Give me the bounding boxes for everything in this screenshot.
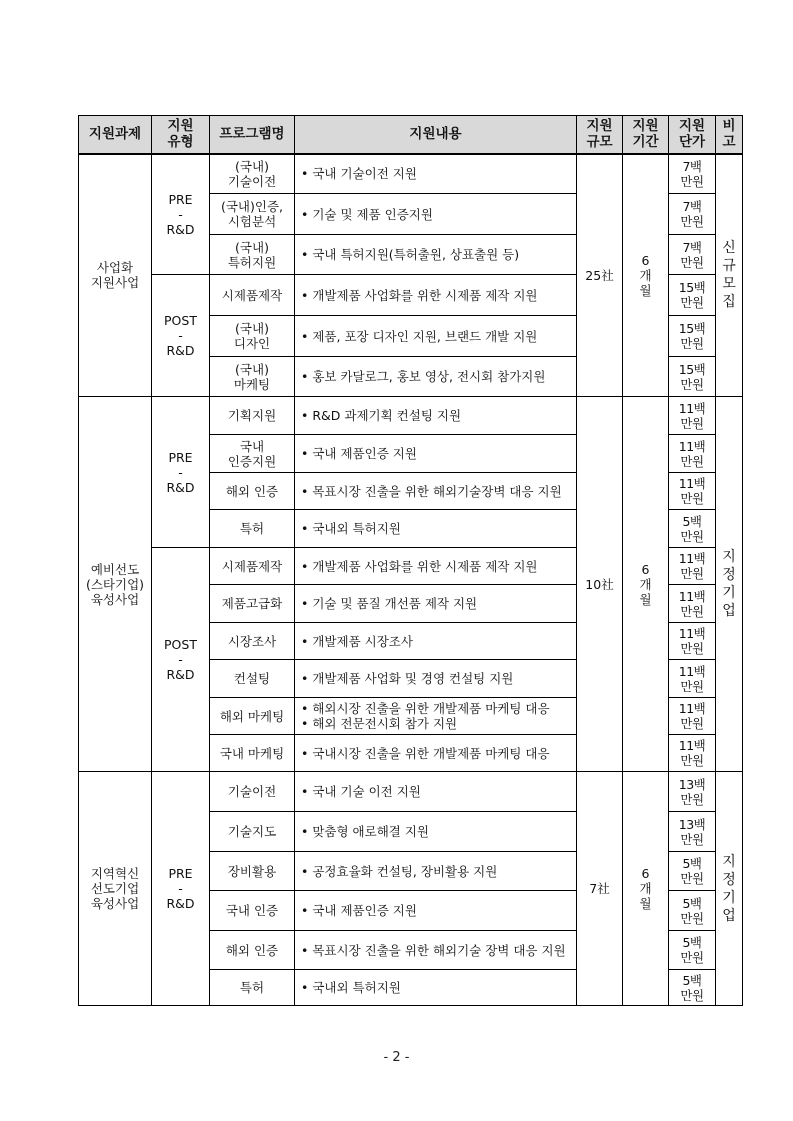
support-content-text: • 국내시장 진출을 위한 개발제품 마케팅 대응 bbox=[301, 746, 550, 761]
program-name: 국내 인증지원 bbox=[210, 435, 295, 473]
header-note: 비 고 bbox=[716, 116, 743, 154]
unit-price: 11백 만원 bbox=[669, 435, 716, 473]
section3-note bbox=[716, 772, 743, 1006]
support-content bbox=[295, 931, 577, 970]
support-content bbox=[295, 772, 577, 812]
section3-note-text: 지 정 기 업 bbox=[722, 853, 736, 924]
support-content-text: • 국내 특허지원(특허출원, 상표출원 등) bbox=[301, 247, 519, 262]
support-content-text: • 목표시장 진출을 위한 해외기술장벽 대응 지원 bbox=[301, 484, 562, 499]
unit-price: 11백 만원 bbox=[669, 473, 716, 510]
header-period: 지원 기간 bbox=[623, 116, 669, 154]
unit-price: 13백 만원 bbox=[669, 772, 716, 812]
program-name: (국내) 마케팅 bbox=[210, 357, 295, 397]
program-name: 국내 인증 bbox=[210, 891, 295, 931]
section2-note bbox=[716, 397, 743, 772]
unit-price: 5백 만원 bbox=[669, 852, 716, 891]
support-content-text: • 기술 및 제품 인증지원 bbox=[301, 207, 433, 222]
support-content bbox=[295, 510, 577, 548]
program-name: (국내) 특허지원 bbox=[210, 235, 295, 275]
program-name: 특허 bbox=[210, 970, 295, 1006]
support-content-text-2: • 해외 전문전시회 참가 지원 bbox=[301, 716, 576, 731]
program-name: 장비활용 bbox=[210, 852, 295, 891]
support-content bbox=[295, 235, 577, 275]
support-content-text: • 국내외 특허지원 bbox=[301, 521, 401, 536]
program-name: 기획지원 bbox=[210, 397, 295, 435]
section3-type-pre: PRE - R&D bbox=[152, 772, 210, 1006]
support-content bbox=[295, 812, 577, 852]
unit-price: 11백 만원 bbox=[669, 548, 716, 585]
unit-price: 5백 만원 bbox=[669, 510, 716, 548]
header-scale: 지원 규모 bbox=[577, 116, 623, 154]
section3-scale: 7社 bbox=[577, 772, 623, 1006]
support-content bbox=[295, 585, 577, 623]
program-name: 특허 bbox=[210, 510, 295, 548]
support-content bbox=[295, 852, 577, 891]
section3-period: 6 개 월 bbox=[623, 772, 669, 1006]
support-content-text: • 공정효율화 컨설팅, 장비활용 지원 bbox=[301, 864, 497, 879]
section1-note bbox=[716, 154, 743, 397]
support-content bbox=[295, 660, 577, 698]
support-content-text: • R&D 과제기획 컨설팅 지원 bbox=[301, 408, 461, 423]
support-content-text: • 제품, 포장 디자인 지원, 브랜드 개발 지원 bbox=[301, 329, 537, 344]
unit-price: 7백 만원 bbox=[669, 154, 716, 194]
section3-category: 지역혁신 선도기업 육성사업 bbox=[79, 772, 152, 1006]
program-name: 기술지도 bbox=[210, 812, 295, 852]
unit-price: 5백 만원 bbox=[669, 931, 716, 970]
program-name: 국내 마케팅 bbox=[210, 735, 295, 772]
unit-price: 13백 만원 bbox=[669, 812, 716, 852]
unit-price: 11백 만원 bbox=[669, 660, 716, 698]
unit-price: 7백 만원 bbox=[669, 194, 716, 235]
unit-price: 5백 만원 bbox=[669, 891, 716, 931]
support-program-table bbox=[78, 115, 743, 1006]
page-number: - 2 - bbox=[383, 1050, 410, 1065]
program-name: 해외 인증 bbox=[210, 931, 295, 970]
section2-note-text: 지 정 기 업 bbox=[722, 549, 736, 619]
support-content-text: • 개발제품 사업화를 위한 시제품 제작 지원 bbox=[301, 288, 538, 303]
section2-type-pre: PRE - R&D bbox=[152, 397, 210, 548]
program-name: (국내) 디자인 bbox=[210, 316, 295, 357]
program-name: 시장조사 bbox=[210, 623, 295, 660]
program-name: (국내)인증, 시험분석 bbox=[210, 194, 295, 235]
program-name: 해외 마케팅 bbox=[210, 698, 295, 735]
program-name: 시제품제작 bbox=[210, 548, 295, 585]
header-task: 지원과제 bbox=[79, 116, 152, 154]
unit-price: 15백 만원 bbox=[669, 357, 716, 397]
support-content-text: • 국내 기술이전 지원 bbox=[301, 166, 417, 181]
support-content bbox=[295, 735, 577, 772]
support-content bbox=[295, 473, 577, 510]
support-content-text: • 해외시장 진출을 위한 개발제품 마케팅 대응 bbox=[301, 701, 576, 716]
header-price: 지원 단가 bbox=[669, 116, 716, 154]
unit-price: 15백 만원 bbox=[669, 316, 716, 357]
section2-category: 예비선도 (스타기업) 육성사업 bbox=[79, 397, 152, 772]
support-content-text: • 국내 기술 이전 지원 bbox=[301, 784, 421, 799]
unit-price: 11백 만원 bbox=[669, 735, 716, 772]
support-content-text: • 기술 및 품질 개선품 제작 지원 bbox=[301, 596, 477, 611]
header-content: 지원내용 bbox=[295, 116, 577, 154]
section1-note-text: 신 규 모 집 bbox=[722, 240, 736, 311]
section2-period: 6 개 월 bbox=[623, 397, 669, 772]
support-content bbox=[295, 435, 577, 473]
program-name: 컨설팅 bbox=[210, 660, 295, 698]
section1-period: 6 개 월 bbox=[623, 154, 669, 397]
support-content bbox=[295, 970, 577, 1006]
unit-price: 11백 만원 bbox=[669, 623, 716, 660]
support-content bbox=[295, 698, 577, 735]
program-name: 기술이전 bbox=[210, 772, 295, 812]
unit-price: 15백 만원 bbox=[669, 275, 716, 316]
unit-price: 11백 만원 bbox=[669, 698, 716, 735]
header-type: 지원 유형 bbox=[152, 116, 210, 154]
support-content-text: • 개발제품 시장조사 bbox=[301, 634, 413, 649]
support-content-text: • 개발제품 사업화를 위한 시제품 제작 지원 bbox=[301, 559, 538, 574]
support-content bbox=[295, 194, 577, 235]
support-content bbox=[295, 316, 577, 357]
section2-type-post: POST - R&D bbox=[152, 548, 210, 772]
program-name: 시제품제작 bbox=[210, 275, 295, 316]
table-header-row bbox=[79, 116, 743, 154]
support-content bbox=[295, 397, 577, 435]
unit-price: 7백 만원 bbox=[669, 235, 716, 275]
support-content bbox=[295, 623, 577, 660]
header-program: 프로그램명 bbox=[210, 116, 295, 154]
section1-category: 사업화 지원사업 bbox=[79, 154, 152, 397]
program-name: 제품고급화 bbox=[210, 585, 295, 623]
support-content bbox=[295, 357, 577, 397]
unit-price: 11백 만원 bbox=[669, 397, 716, 435]
section1-scale: 25社 bbox=[577, 154, 623, 397]
program-name: 해외 인증 bbox=[210, 473, 295, 510]
support-content bbox=[295, 891, 577, 931]
table-row bbox=[79, 154, 743, 194]
support-content-text: • 국내외 특허지원 bbox=[301, 980, 401, 995]
support-content bbox=[295, 548, 577, 585]
support-content-text: • 개발제품 사업화 및 경영 컨설팅 지원 bbox=[301, 671, 513, 686]
support-content-text: • 맞춤형 애로해결 지원 bbox=[301, 824, 429, 839]
table-row bbox=[79, 397, 743, 435]
support-content-text: • 홍보 카달로그, 홍보 영상, 전시회 참가지원 bbox=[301, 369, 545, 384]
section2-scale: 10社 bbox=[577, 397, 623, 772]
section1-type-post: POST - R&D bbox=[152, 275, 210, 397]
unit-price: 5백 만원 bbox=[669, 970, 716, 1006]
unit-price: 11백 만원 bbox=[669, 585, 716, 623]
section1-type-pre: PRE - R&D bbox=[152, 154, 210, 275]
table-row bbox=[79, 772, 743, 812]
program-name: (국내) 기술이전 bbox=[210, 154, 295, 194]
support-content bbox=[295, 275, 577, 316]
support-content-text: • 국내 제품인증 지원 bbox=[301, 903, 417, 918]
support-content-text: • 목표시장 진출을 위한 해외기술 장벽 대응 지원 bbox=[301, 943, 566, 958]
support-content-text: • 국내 제품인증 지원 bbox=[301, 446, 417, 461]
support-content bbox=[295, 154, 577, 194]
